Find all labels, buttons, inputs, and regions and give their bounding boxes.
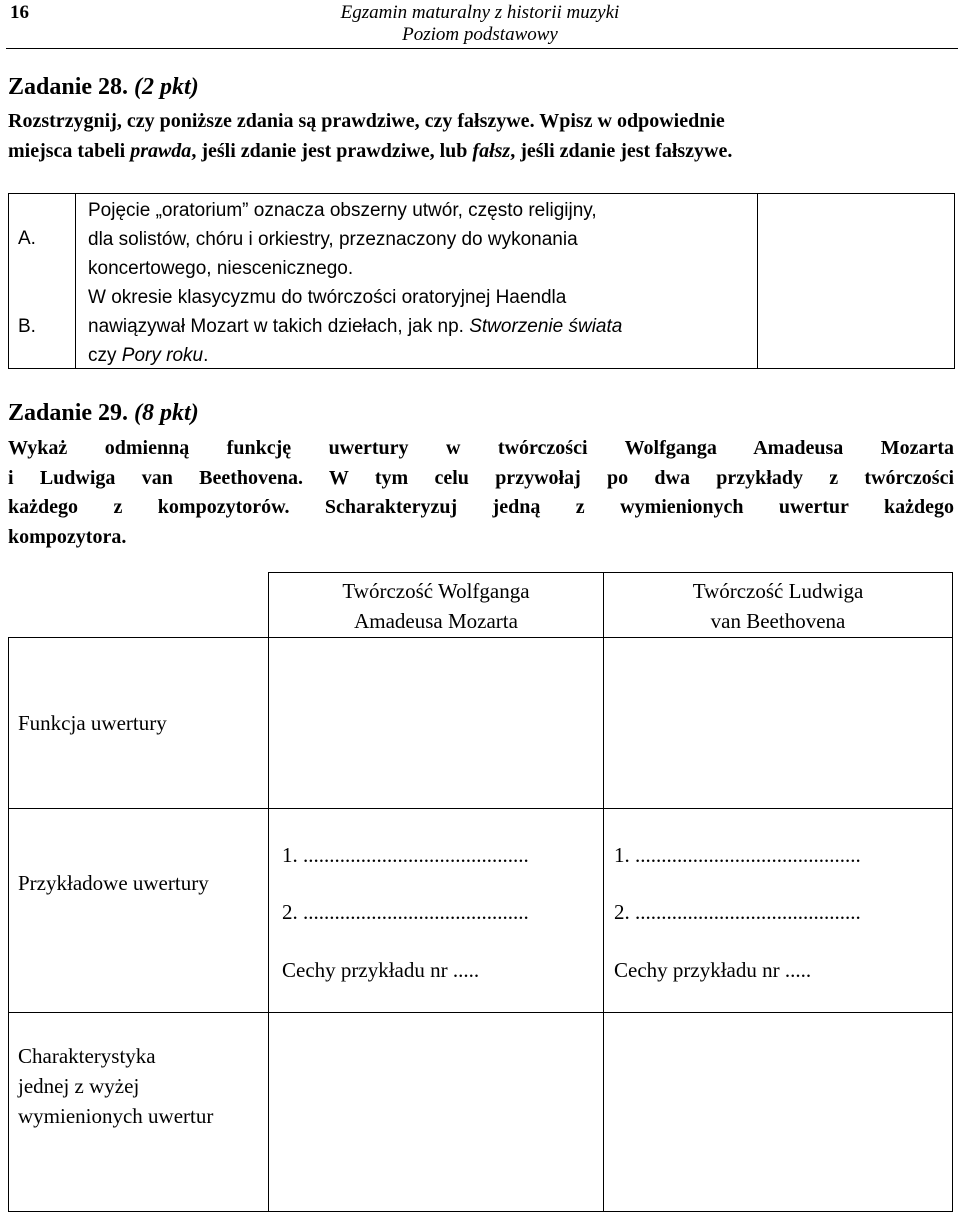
exam-title: Egzamin maturalny z historii muzyki — [340, 2, 620, 23]
row-label-examples-cell — [8, 808, 269, 1013]
statement-b-line-1: W okresie klasycyzmu do twórczości oratoryjnej Haendla — [88, 287, 567, 308]
statement-a-line-2: dla solistów, chóru i orkiestry, przeznaczony do wykonania — [88, 229, 578, 250]
mozart-example-1: 1. ........................................... — [282, 843, 529, 867]
task-29-instruction-line-2: i Ludwiga van Beethovena. W tym celu przywołaj po dwa przykłady z twórczości — [8, 467, 954, 489]
mozart-example-2: 2. ........................................... — [282, 900, 529, 924]
beethoven-features-label: Cechy przykładu nr ..... — [614, 958, 812, 982]
task-28-instruction-line-1: Rozstrzygnij, czy poniższe zdania są prawdziwe, czy fałszywe. Wpisz w odpowiednie — [8, 110, 725, 132]
beethoven-function-answer[interactable] — [603, 637, 953, 809]
task-29-instruction-line-3: każdego z kompozytorów. Scharakteryzuj jedną z wymienionych uwertur każdego — [8, 496, 954, 518]
instr-text: , jeśli zdanie jest fałszywe. — [510, 140, 733, 162]
beethoven-characteristics-answer[interactable] — [603, 1012, 953, 1212]
exam-level: Poziom podstawowy — [402, 24, 558, 45]
statement-a-line-3: koncertowego, niescenicznego. — [88, 258, 354, 279]
task-28-instruction-line-2 — [8, 136, 732, 166]
header-divider — [6, 48, 958, 49]
letter-column — [8, 193, 76, 369]
instr-text: , jeśli zdanie jest prawdziwe, lub — [191, 140, 473, 162]
statement-text: nawiązywał Mozart w takich dziełach, jak np. — [88, 316, 470, 337]
work-title-stworzenie-swiata: Stworzenie świata — [469, 316, 623, 337]
statement-text: czy — [88, 345, 122, 366]
task-29-title: Zadanie 29. — [8, 400, 129, 426]
task-29-instruction-line-4: kompozytora. — [8, 526, 127, 548]
task-29-heading — [8, 400, 199, 427]
row-label-function: Funkcja uwertury — [18, 711, 167, 735]
task-28-heading — [8, 74, 199, 101]
mozart-function-answer[interactable] — [268, 637, 604, 809]
work-title-pory-roku: Pory roku — [121, 345, 204, 366]
column-header-mozart-line-2: Amadeusa Mozarta — [354, 609, 518, 633]
page-number: 16 — [10, 2, 29, 23]
statement-b-line-3 — [88, 341, 208, 370]
beethoven-example-1: 1. ........................................... — [614, 843, 861, 867]
instr-text: miejsca tabeli — [8, 140, 131, 162]
row-label-characteristics-line-2: jednej z wyżej — [18, 1074, 140, 1098]
instr-word-prawda: prawda — [130, 140, 192, 162]
statement-a-letter: A. — [18, 228, 36, 249]
row-label-characteristics-line-3: wymienionych uwertur — [18, 1104, 214, 1128]
statement-a-line-1: Pojęcie „oratorium” oznacza obszerny utwór, często religijny, — [88, 200, 597, 221]
instr-word-falsz: fałsz — [472, 140, 511, 162]
task-28-title: Zadanie 28. — [8, 74, 129, 100]
statement-text: . — [203, 345, 209, 366]
column-header-beethoven-line-2: van Beethovena — [710, 609, 846, 633]
row-label-characteristics-line-1: Charakterystyka — [18, 1044, 156, 1068]
column-header-mozart-line-1: Twórczość Wolfganga — [342, 579, 530, 603]
statement-b-line-2 — [88, 312, 622, 341]
task-29-instruction-line-1: Wykaż odmienną funkcję uwertury w twórczości Wolfganga Amadeusa Mozarta — [8, 437, 954, 459]
task-28-points: (2 pkt) — [134, 74, 199, 100]
column-header-beethoven-line-1: Twórczość Ludwiga — [692, 579, 864, 603]
row-label-examples: Przykładowe uwertury — [18, 871, 209, 895]
beethoven-example-2: 2. ........................................... — [614, 900, 861, 924]
answer-cell[interactable] — [757, 193, 955, 369]
task-29-points: (8 pkt) — [134, 400, 199, 426]
mozart-characteristics-answer[interactable] — [268, 1012, 604, 1212]
statement-b-letter: B. — [18, 316, 36, 337]
mozart-features-label: Cechy przykładu nr ..... — [282, 958, 480, 982]
